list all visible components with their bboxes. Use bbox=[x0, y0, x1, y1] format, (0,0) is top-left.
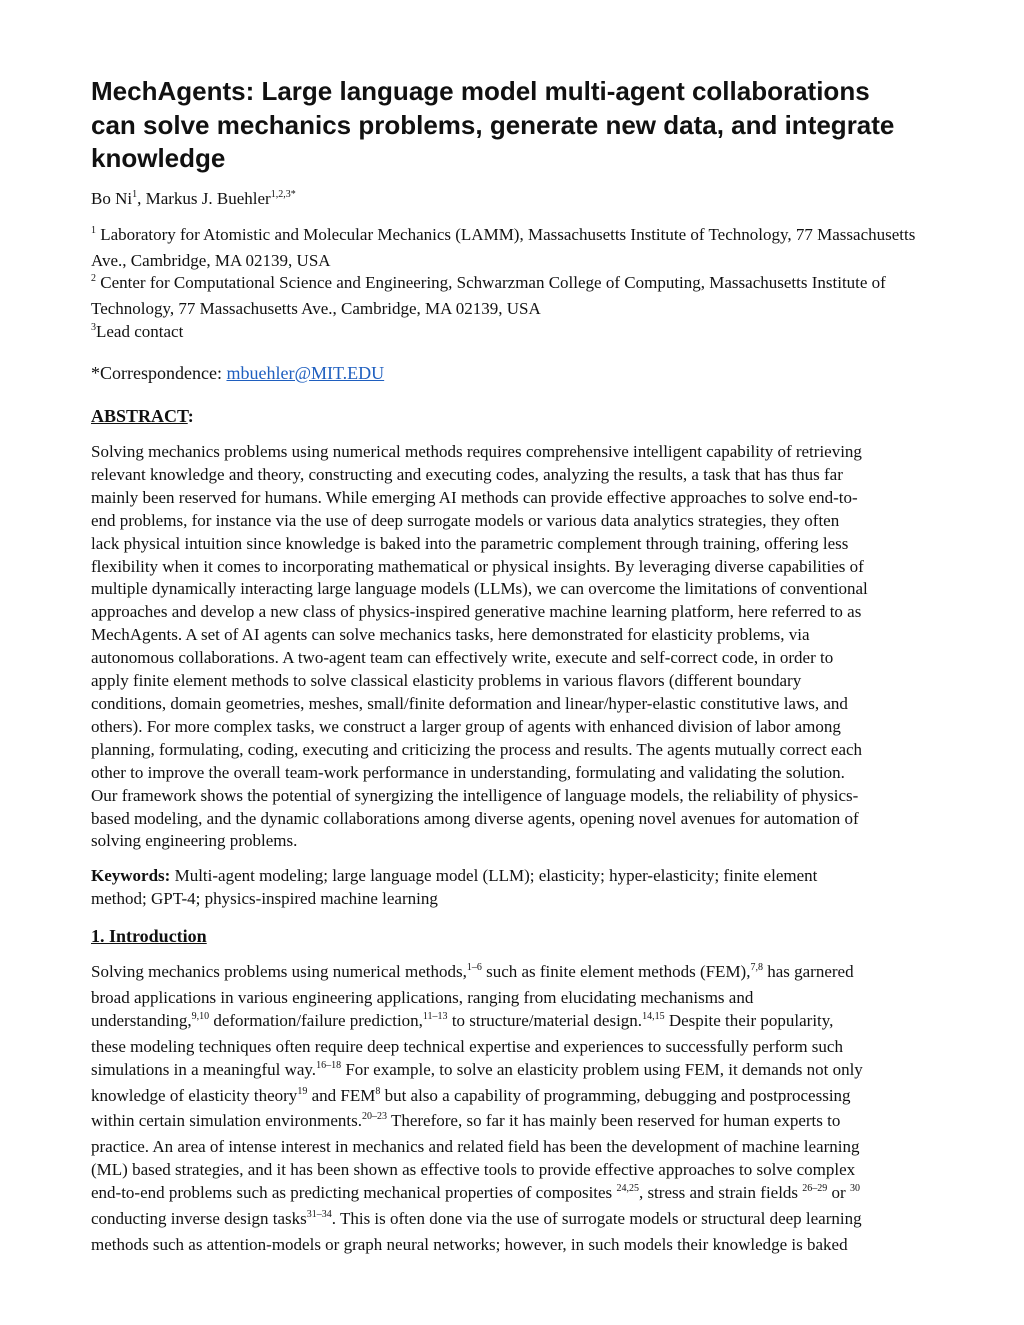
introduction-line bbox=[91, 1234, 863, 1257]
abstract-line: lack physical intuition since knowledge is baked into the parametric complement through training, offering less bbox=[91, 533, 849, 553]
abstract-line: conditions, domain geometries, meshes, small/finite deformation and linear/hyper-elastic constitutive laws, and bbox=[91, 693, 848, 713]
affiliation-text: Lead contact bbox=[96, 322, 184, 341]
abstract-line: Solving mechanics problems using numerical methods requires comprehensive intelligent capability of retrieving bbox=[91, 442, 862, 461]
affiliation-text: Laboratory for Atomistic and Molecular Mechanics (LAMM), Massachusetts Institute of Technology, 77 Massachusetts bbox=[96, 225, 916, 244]
author-separator: , bbox=[137, 189, 146, 208]
correspondence-label: *Correspondence: bbox=[91, 363, 227, 383]
introduction-text: , stress and strain fields bbox=[638, 1183, 803, 1203]
abstract-line: MechAgents. A set of AI agents can solve mechanics tasks, here demonstrated for elasticity problems, via bbox=[91, 625, 810, 645]
introduction-text: such as finite element methods (FEM), bbox=[481, 962, 751, 981]
introduction-text: has garnered bbox=[762, 962, 854, 981]
introduction-line bbox=[91, 1059, 863, 1085]
title-line: can solve mechanics problems, generate new data, and integrate bbox=[91, 109, 895, 140]
citation-sup: 14,15 bbox=[642, 1010, 665, 1022]
paper-title bbox=[91, 75, 894, 176]
affiliation-text: Center for Computational Science and Engineering, Schwarzman College of Computing, Massachusetts Institute of bbox=[96, 273, 886, 292]
introduction-text: For example, to solve an elasticity problem using FEM, it demands not only bbox=[341, 1059, 863, 1079]
introduction-text: deformation/failure prediction, bbox=[209, 1010, 423, 1030]
introduction-line bbox=[91, 1110, 863, 1136]
citation-sup: 24,25 bbox=[616, 1183, 639, 1195]
abstract-line: planning, formulating, coding, executing and criticizing the process and results. The agents mutually correct each bbox=[91, 739, 863, 759]
citation-sup: 8 bbox=[375, 1085, 381, 1097]
affiliation-text: Technology, 77 Massachusetts Ave., Cambridge, MA 02139, USA bbox=[91, 298, 541, 318]
introduction-text: these modeling techniques often require deep technical expertise and experiences to successfully perform such bbox=[91, 1036, 843, 1056]
introduction-text: simulations in a meaningful way. bbox=[91, 1059, 317, 1079]
abstract-line: based modeling, and the dynamic collaborations among diverse agents, opening novel avenues for automation of bbox=[91, 808, 859, 828]
citation-sup: 16–18 bbox=[316, 1059, 342, 1071]
citation-sup: 30 bbox=[849, 1183, 860, 1195]
introduction-text: conducting inverse design tasks bbox=[91, 1209, 307, 1229]
title-line: MechAgents: Large language model multi-agent collaborations bbox=[91, 76, 870, 106]
citation-sup: 7,8 bbox=[750, 962, 763, 973]
abstract-heading-colon: : bbox=[187, 406, 194, 426]
abstract-line: Our framework shows the potential of synergizing the intelligence of language models, the reliability of physics- bbox=[91, 785, 859, 805]
citation-sup: 11–13 bbox=[422, 1010, 448, 1022]
abstract-line: other to improve the overall team-work performance in understanding, formulating and validating the solution. bbox=[91, 762, 845, 782]
introduction-text: Despite their popularity, bbox=[664, 1010, 834, 1030]
introduction-text: to structure/material design. bbox=[447, 1010, 643, 1030]
introduction-text: . This is often done via the use of surrogate models or structural deep learning bbox=[331, 1209, 862, 1229]
abstract-heading-text: ABSTRACT bbox=[91, 406, 188, 426]
author-name: Bo Ni bbox=[91, 189, 133, 208]
introduction-text: (ML) based strategies, and it has been shown as effective tools to provide effective approaches to solve complex bbox=[91, 1160, 856, 1180]
author-affiliation-sup: 1 bbox=[132, 189, 138, 200]
introduction-text: end-to-end problems such as predicting mechanical properties of composites bbox=[91, 1183, 617, 1203]
abstract-line: approaches and develop a new class of physics-inspired generative machine learning platform, here referred to as bbox=[91, 602, 862, 622]
introduction-text: but also a capability of programming, debugging and postprocessing bbox=[380, 1085, 851, 1105]
introduction-heading bbox=[91, 925, 207, 948]
keywords bbox=[91, 865, 817, 911]
introduction-line bbox=[91, 1159, 863, 1182]
title-line: knowledge bbox=[91, 143, 226, 173]
introduction-line bbox=[91, 1208, 863, 1234]
abstract-line: relevant knowledge and theory, constructing and executing codes, analyzing the results, a task that has thus far bbox=[91, 464, 843, 484]
citation-sup: 1–6 bbox=[466, 962, 482, 973]
affiliation-text: Ave., Cambridge, MA 02139, USA bbox=[91, 250, 331, 270]
introduction-text: methods such as attention-models or graph neural networks; however, in such models their knowledge is baked bbox=[91, 1234, 848, 1254]
introduction-line bbox=[91, 1036, 863, 1059]
introduction-text: practice. An area of intense interest in mechanics and related field has been the development of machine learning bbox=[91, 1137, 860, 1157]
introduction-text: within certain simulation environments. bbox=[91, 1111, 363, 1131]
abstract-line: others). For more complex tasks, we construct a larger group of agents with enhanced division of labor among bbox=[91, 716, 841, 736]
introduction-heading-text: 1. Introduction bbox=[91, 926, 207, 946]
introduction-line bbox=[91, 1182, 863, 1208]
introduction-line bbox=[91, 961, 863, 987]
affiliation-number: 3 bbox=[91, 322, 96, 333]
correspondence-email-link[interactable]: mbuehler@MIT.EDU bbox=[226, 363, 385, 383]
abstract-line: mainly been reserved for humans. While emerging AI methods can provide effective approaches to solve end-to- bbox=[91, 487, 858, 507]
introduction-text: and FEM bbox=[307, 1085, 376, 1105]
keywords-text: Multi-agent modeling; large language model (LLM); elasticity; hyper-elasticity; finite element bbox=[170, 866, 818, 885]
citation-sup: 9,10 bbox=[191, 1010, 210, 1022]
affiliation-2 bbox=[91, 272, 886, 321]
affiliation-number: 1 bbox=[91, 225, 96, 236]
citation-sup: 31–34 bbox=[306, 1209, 332, 1221]
keywords-text: method; GPT-4; physics-inspired machine learning bbox=[91, 888, 438, 908]
abstract-line: flexibility when it comes to incorporating mathematical or physical insights. By leveraging diverse capabilities of bbox=[91, 556, 864, 576]
introduction-text: understanding, bbox=[91, 1010, 192, 1030]
abstract-line: autonomous collaborations. A two-agent team can effectively write, execute and self-correct code, in order to bbox=[91, 648, 834, 668]
introduction-text: broad applications in various engineering applications, ranging from elucidating mechanisms and bbox=[91, 987, 754, 1007]
introduction-line bbox=[91, 1010, 863, 1036]
keywords-label: Keywords: bbox=[91, 866, 171, 885]
abstract-line: end problems, for instance via the use of deep surrogate models or various data analytics strategies, they often bbox=[91, 510, 840, 530]
introduction-body bbox=[91, 961, 863, 1257]
introduction-line bbox=[91, 987, 863, 1010]
affiliation-3 bbox=[91, 321, 183, 347]
citation-sup: 26–29 bbox=[802, 1183, 828, 1195]
author-name: Markus J. Buehler bbox=[145, 189, 271, 208]
abstract-heading bbox=[91, 405, 194, 428]
introduction-line bbox=[91, 1085, 863, 1111]
abstract-line: apply finite element methods to solve classical elasticity problems in various flavors (different boundary bbox=[91, 671, 802, 691]
introduction-line bbox=[91, 1136, 863, 1159]
introduction-text: Therefore, so far it has mainly been reserved for human experts to bbox=[387, 1111, 841, 1131]
citation-sup: 19 bbox=[297, 1085, 308, 1097]
citation-sup: 20–23 bbox=[362, 1111, 388, 1123]
introduction-text: Solving mechanics problems using numerical methods, bbox=[91, 962, 467, 981]
introduction-text: or bbox=[827, 1183, 850, 1203]
affiliation-1 bbox=[91, 224, 915, 273]
abstract-body bbox=[91, 441, 868, 853]
abstract-line: multiple dynamically interacting large language models (LLMs), we can overcome the limitations of conventional bbox=[91, 579, 868, 599]
affiliation-number: 2 bbox=[91, 273, 96, 284]
correspondence bbox=[91, 362, 384, 385]
author-affiliation-sup: 1,2,3* bbox=[270, 189, 296, 200]
abstract-line: solving engineering problems. bbox=[91, 831, 298, 851]
introduction-text: knowledge of elasticity theory bbox=[91, 1085, 298, 1105]
author-list bbox=[91, 188, 296, 214]
